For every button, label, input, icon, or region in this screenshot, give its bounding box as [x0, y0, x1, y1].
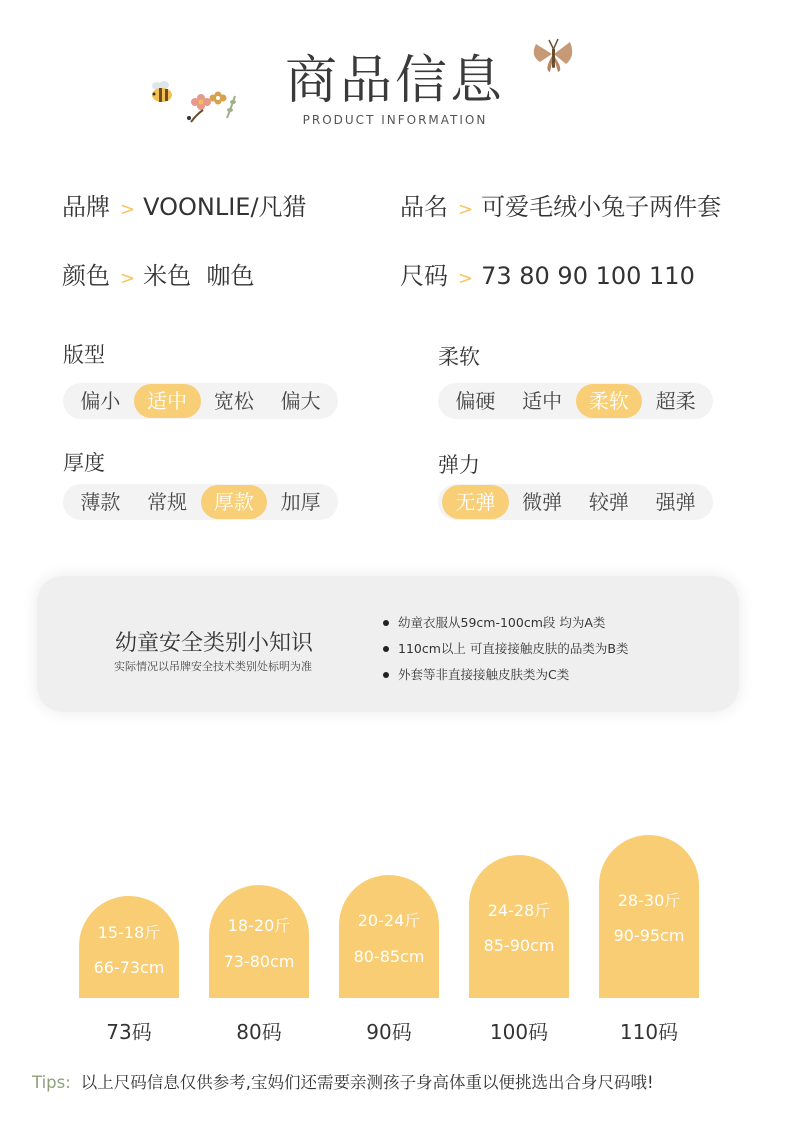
size-card-100 [469, 855, 569, 998]
color-label: 颜色 [62, 262, 110, 290]
size-card-110 [599, 835, 699, 998]
list-item: 外套等非直接接触皮肤类为C类 [383, 662, 628, 688]
arrow-icon: > [120, 199, 136, 220]
name-value: 可爱毛绒小兔子两件套 [481, 193, 722, 221]
size-label-73: 73码 [106, 1020, 152, 1044]
page-subtitle: PRODUCT INFORMATION [302, 113, 488, 127]
tips-body: 以上尺码信息仅供参考,宝妈们还需要亲测孩子身高体重以便挑选出合身尺码哦! [80, 1073, 654, 1092]
list-item: 幼童衣服从59cm-100cm段 均为A类 [383, 610, 628, 636]
arrow-icon: > [120, 268, 136, 289]
thickness-option[interactable]: 加厚 [280, 490, 321, 514]
bullet-icon [383, 620, 389, 626]
elasticity-label: 弹力 [438, 453, 480, 477]
softness-selector [438, 383, 713, 419]
page-title: 商品信息 [284, 51, 505, 111]
fit-option[interactable]: 偏大 [280, 389, 321, 413]
size-weight: 20-24斤 [357, 911, 421, 930]
size-weight: 18-20斤 [227, 916, 291, 935]
size-height: 66-73cm [93, 958, 165, 977]
flowers-icon [183, 88, 243, 128]
thickness-label: 厚度 [63, 451, 105, 475]
size-label-100: 100码 [489, 1020, 549, 1044]
brand-label: 品牌 [62, 193, 110, 221]
size-row [400, 256, 695, 291]
softness-option[interactable]: 超柔 [655, 389, 696, 413]
thickness-option-selected[interactable]: 厚款 [201, 485, 268, 519]
size-height: 80-85cm [353, 947, 425, 966]
list-item: 110cm以上 可直接接触皮肤的品类为B类 [383, 636, 628, 662]
softness-label: 柔软 [438, 345, 480, 369]
thickness-selector [63, 484, 338, 520]
size-height: 90-95cm [613, 926, 685, 945]
elasticity-option[interactable]: 较弹 [588, 490, 629, 514]
softness-option-selected[interactable]: 柔软 [576, 384, 643, 418]
tips-label: Tips: [32, 1073, 71, 1092]
elasticity-option-selected[interactable]: 无弹 [442, 485, 509, 519]
tips-text [32, 1069, 654, 1093]
size-height: 73-80cm [223, 952, 295, 971]
brand-value: VOONLIE/凡猎 [143, 193, 307, 221]
fit-option-selected[interactable]: 适中 [134, 384, 201, 418]
safety-title: 幼童安全类别小知识 [115, 631, 314, 656]
thickness-option[interactable]: 常规 [147, 490, 188, 514]
arrow-icon: > [458, 199, 474, 220]
fit-option[interactable]: 偏小 [80, 389, 121, 413]
butterfly-icon [530, 36, 576, 76]
fit-label: 版型 [63, 343, 105, 367]
name-row [400, 187, 721, 222]
safety-subtitle: 实际情况以吊牌安全技术类别处标明为准 [114, 660, 312, 673]
size-label-110: 110码 [619, 1020, 679, 1044]
safety-panel [37, 576, 739, 712]
name-label: 品名 [400, 193, 448, 221]
size-weight: 28-30斤 [617, 891, 681, 910]
bullet-icon [383, 646, 389, 652]
size-card-73 [79, 896, 179, 998]
bee-icon [148, 80, 176, 106]
size-label-90: 90码 [366, 1020, 412, 1044]
size-value: 73 80 90 100 110 [481, 262, 695, 290]
size-weight: 24-28斤 [487, 901, 551, 920]
softness-option[interactable]: 偏硬 [455, 389, 496, 413]
elasticity-option[interactable]: 强弹 [655, 490, 696, 514]
safety-list [383, 610, 628, 688]
elasticity-selector [438, 484, 713, 520]
fit-selector [63, 383, 338, 419]
arrow-icon: > [458, 268, 474, 289]
color-row [62, 256, 254, 291]
size-card-90 [339, 875, 439, 998]
softness-option[interactable]: 适中 [522, 389, 563, 413]
fit-option[interactable]: 宽松 [213, 389, 254, 413]
color-value: 米色 咖色 [143, 262, 255, 290]
size-weight: 15-18斤 [97, 923, 161, 942]
size-card-80 [209, 885, 309, 998]
thickness-option[interactable]: 薄款 [80, 490, 121, 514]
elasticity-option[interactable]: 微弹 [522, 490, 563, 514]
size-label: 尺码 [400, 262, 448, 290]
bullet-icon [383, 672, 389, 678]
brand-row [62, 187, 307, 222]
size-label-80: 80码 [236, 1020, 282, 1044]
size-height: 85-90cm [483, 936, 555, 955]
